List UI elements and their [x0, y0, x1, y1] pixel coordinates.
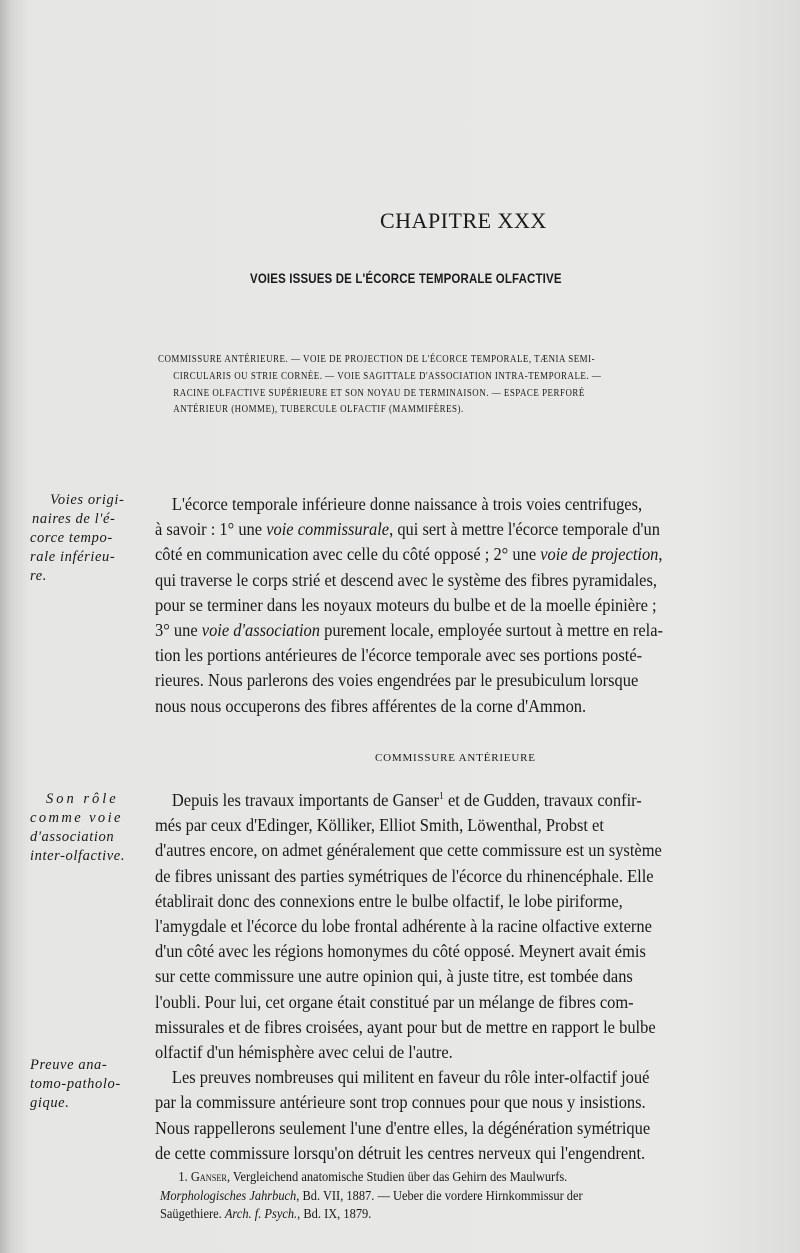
text-line: Nous rappellerons seulement l'une d'entre elles, la dégénération symétrique [155, 1117, 651, 1138]
chapter-title: CHAPITRE XXX [380, 208, 547, 233]
text-line: l'amygdale et l'écorce du lobe frontal adhérente à la racine olfactive externe [155, 916, 652, 937]
text-line: d'autres encore, on admet généralement que cette commissure est un système [155, 840, 662, 861]
footnote-line: 1. Ganser, Vergleichend anatomische Studien über das Gehirn des Maulwurfs. [178, 1169, 568, 1184]
text-line: par la commissure antérieure sont trop connues pour que nous y insistions. [155, 1092, 646, 1113]
text-line: nous nous occuperons des fibres afférentes de la corne d'Ammon. [155, 695, 587, 716]
chapter-subtitle: VOIES ISSUES DE L'ÉCORCE TEMPORALE OLFACTIVE [250, 270, 562, 286]
margin-note-preuve: Preuve ana- tomo-patholo- gique. [30, 1057, 121, 1111]
text-line: tion les portions antérieures de l'écorce temporale avec ses portions posté- [155, 645, 643, 666]
summary-line: RACINE OLFACTIVE SUPÉRIEURE ET SON NOYAU DE TERMINAISON. — ESPACE PERFORÉ [173, 387, 585, 399]
paragraph-commissure [155, 788, 800, 1166]
text-line: de cette commissure lorsqu'on détruit les centres nerveux qui l'engendrent. [155, 1142, 646, 1163]
footnote-line: Morphologisches Jahrbuch, Bd. VII, 1887. — Ueber die vordere Hirnkommissur der [160, 1187, 583, 1203]
section-heading: COMMISSURE ANTÉRIEURE [375, 752, 536, 764]
text-line: Les preuves nombreuses qui militent en faveur du rôle inter-olfactif joué [171, 1067, 650, 1088]
text-line: de fibres unissant des parties symétriques de l'écorce du rhinencéphale. Elle [155, 865, 654, 886]
footnote [160, 1168, 800, 1224]
text-line: missurales et de fibres croisées, ayant pour but de mettre en rapport le bulbe [155, 1016, 656, 1037]
summary-line: COMMISSURE ANTÉRIEURE. — VOIE DE PROJECTION DE L'ÉCORCE TEMPORALE, TÆNIA SEMI- [158, 354, 596, 365]
summary-line: ANTÉRIEUR (HOMME), TUBERCULE OLFACTIF (MAMMIFÈRES). [173, 404, 464, 416]
text-line: l'oubli. Pour lui, cet organe était constitué par un mélange de fibres com- [155, 991, 634, 1012]
summary-line: CIRCULARIS OU STRIE CORNÉE. — VOIE SAGITTALE D'ASSOCIATION INTRA-TEMPORALE. — [173, 370, 602, 382]
text-line: établirait donc des connexions entre le bulbe olfactif, le lobe piriforme, [155, 890, 623, 911]
footnote-line: Saügethiere. Arch. f. Psych., Bd. IX, 1879. [160, 1206, 372, 1221]
text-line: olfactif d'un hémisphère avec celui de l'autre. [155, 1042, 453, 1063]
chapter-summary [158, 352, 796, 419]
text-line: côté en communication avec celle du côté opposé ; 2° une voie de projection, [155, 544, 663, 565]
text-line: d'un côté avec les régions homonymes du côté opposé. Meynert avait émis [155, 941, 646, 962]
text-line: L'écorce temporale inférieure donne naissance à trois voies centrifuges, [171, 494, 643, 514]
paragraph-voies-centrifuges [155, 492, 800, 719]
text-line: pour se terminer dans les noyaux moteurs du bulbe et de la moelle épinière ; [155, 594, 657, 615]
margin-note-voies: Voies origi- naires de l'é- corce tempo- rale inférieu- re. [30, 492, 125, 584]
text-line: sur cette commissure une autre opinion qui, à juste titre, est tombée dans [155, 966, 633, 987]
text-line: qui traverse le corps strié et descend avec le système des fibres pyramidales, [155, 569, 658, 590]
text-line: à savoir : 1° une voie commissurale, qui sert à mettre l'écorce temporale d'un [155, 519, 660, 540]
text-line: rieures. Nous parlerons des voies engendrées par le presubiculum lorsque [155, 670, 639, 691]
text-line: Depuis les travaux importants de Ganser$^1$ et de Gudden, travaux confir- [171, 790, 642, 810]
margin-note-son-role: Son rôle comme voie d'association inter-olfactive. [30, 791, 126, 864]
text-line: 3° une voie d'association purement locale, employée surtout à mettre en rela- [155, 620, 664, 641]
text-line: més par ceux d'Edinger, Kölliker, Elliot Smith, Löwenthal, Probst et [155, 815, 604, 836]
